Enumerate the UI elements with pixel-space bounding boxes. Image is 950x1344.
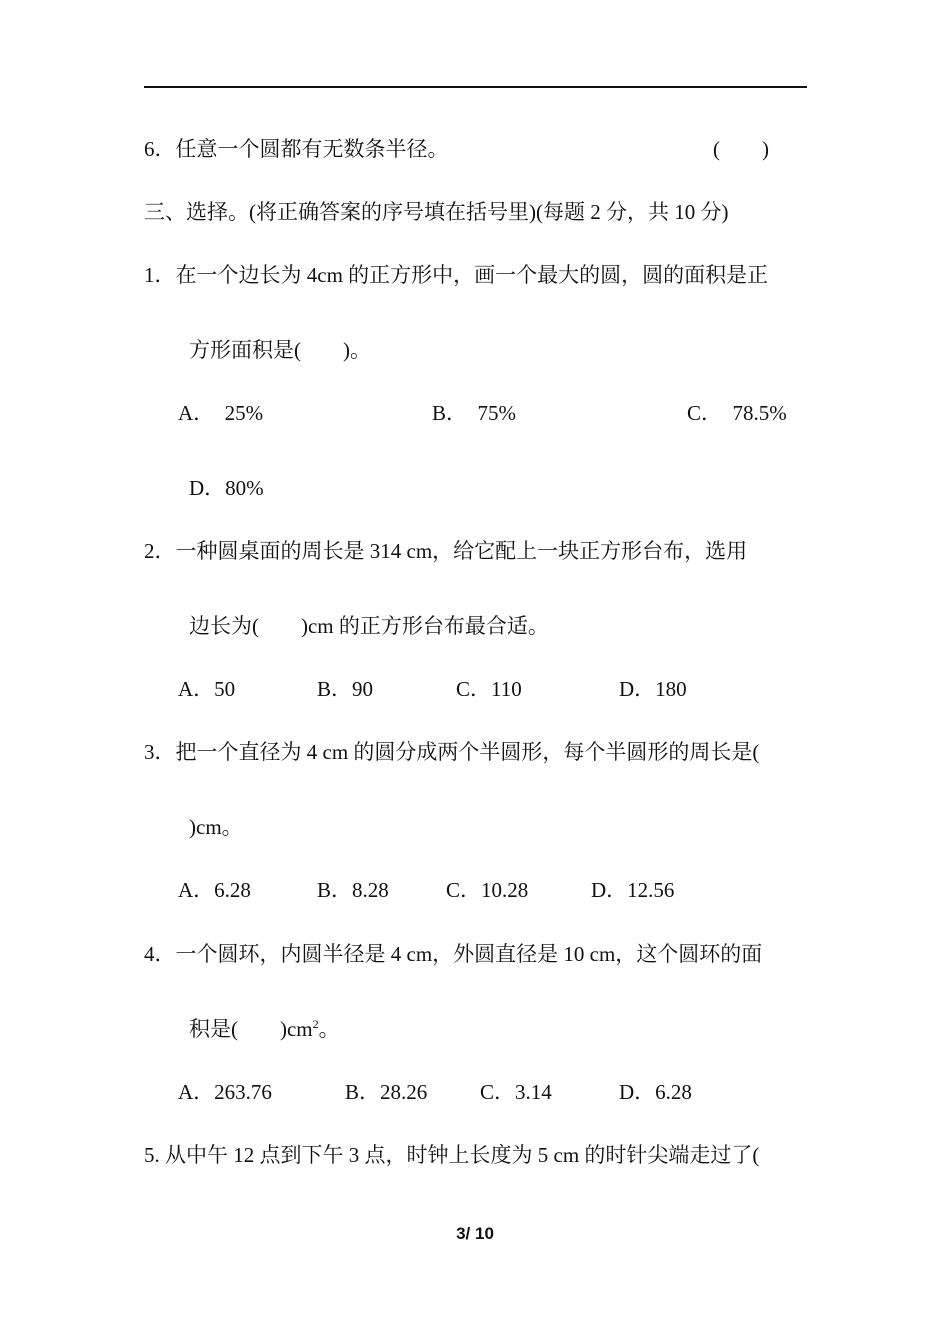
option-a: A．50 [178,677,236,701]
question-3-line2: )cm。 [189,815,243,839]
question-4-line2-text: 积是( )cm [189,1017,313,1041]
option-c: C．10.28 [446,878,529,902]
option-c: C．110 [456,677,522,701]
question-1-line2: 方形面积是( )。 [189,338,371,362]
question-3-line1: 3．把一个直径为 4 cm 的圆分成两个半圆形，每个半圆形的周长是( [144,740,760,764]
question-5-line1: 5. 从中午 12 点到下午 3 点，时钟上长度为 5 cm 的时针尖端走过了( [144,1143,760,1167]
option-d: D．180 [619,677,687,701]
option-c: C．3.14 [480,1080,552,1104]
page-number: 3/ 10 [456,1224,494,1243]
header-rule [144,86,807,88]
option-b: B．28.26 [345,1080,428,1104]
option-a: A． 25% [178,401,264,425]
question-4-line2-end: 。 [318,1017,340,1041]
question-4-line1: 4．一个圆环，内圆半径是 4 cm，外圆直径是 10 cm，这个圆环的面 [144,942,763,966]
option-b: B．8.28 [317,878,389,902]
option-d: D．80% [189,476,264,500]
judge-question-6: 6．任意一个圆都有无数条半径。 [144,137,449,161]
question-1-line1: 1．在一个边长为 4cm 的正方形中，画一个最大的圆，圆的面积是正 [144,263,769,287]
option-c: C． 78.5% [687,401,787,425]
question-4-line2 [189,1015,340,1043]
option-b: B．90 [317,677,374,701]
option-d: D．6.28 [619,1080,692,1104]
option-a: A．263.76 [178,1080,272,1104]
answer-blank: ( ) [713,137,769,161]
question-2-line2: 边长为( )cm 的正方形台布最合适。 [189,614,549,638]
option-a: A．6.28 [178,878,251,902]
superscript-2: 2 [312,1017,319,1031]
question-2-line1: 2．一种圆桌面的周长是 314 cm，给它配上一块正方形台布，选用 [144,539,748,563]
option-b: B． 75% [432,401,516,425]
section-heading: 三、选择。(将正确答案的序号填在括号里)(每题 2 分，共 10 分) [144,200,729,224]
option-d: D．12.56 [591,878,675,902]
